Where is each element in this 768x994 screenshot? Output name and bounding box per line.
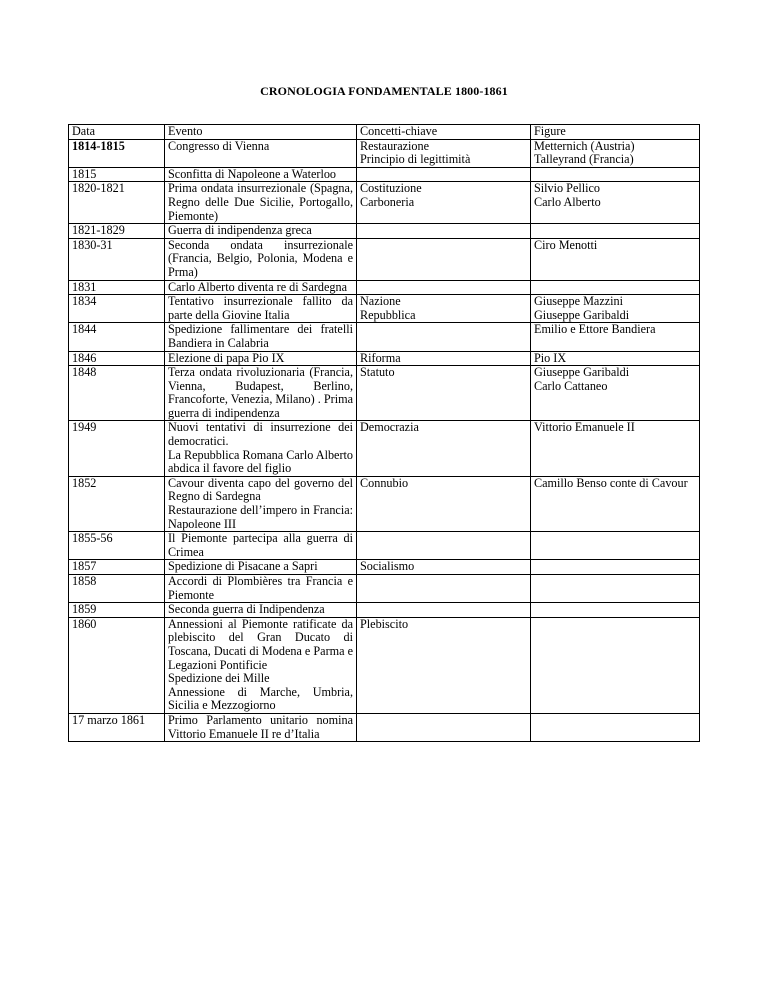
table-row [69,532,700,560]
table-row [69,713,700,741]
table-row [69,366,700,421]
table-row [69,182,700,224]
concept-item: Restaurazione [360,138,430,153]
row-event [165,476,357,531]
row-figures [531,238,700,280]
concept-item: Statuto [360,365,395,380]
table-row [69,421,700,476]
event-line: Annessione di Marche, Umbria, Sicilia e Mezzogiorno [168,684,353,713]
row-concepts [357,295,531,323]
row-date: 1846 [69,351,165,366]
row-date: 1858 [69,575,165,603]
row-figures [531,366,700,421]
table-row [69,238,700,280]
row-date: 1814-1815 [69,139,165,167]
table-row [69,323,700,351]
table-row [69,139,700,167]
figure-item: Giuseppe Garibaldi [534,307,630,322]
row-event [165,560,357,575]
event-line: La Repubblica Romana Carlo Alberto abdica il favore del figlio [168,447,353,476]
table-row [69,617,700,713]
table-row [69,603,700,618]
event-line: Congresso di Vienna [168,138,270,153]
table-header-row [69,125,700,140]
event-line: Guerra di indipendenza greca [168,223,312,238]
row-event [165,351,357,366]
figure-item: Giuseppe Mazzini [534,294,624,309]
concept-item: Costituzione [360,181,422,196]
figure-item: Vittorio Emanuele II [534,420,635,435]
row-date: 1860 [69,617,165,713]
concept-item: Principio di legittimità [360,152,471,167]
row-concepts [357,351,531,366]
row-date: 1859 [69,603,165,618]
row-date: 1831 [69,280,165,295]
event-line: Cavour diventa capo del governo del Regno di Sardegna [168,475,353,504]
header-event: Evento [165,125,357,140]
concept-item: Democrazia [360,420,419,435]
row-date: 1855-56 [69,532,165,560]
row-event [165,167,357,182]
event-line: Sconfitta di Napoleone a Waterloo [168,166,337,181]
figure-item: Carlo Alberto [534,194,601,209]
row-date: 1852 [69,476,165,531]
header-date: Data [69,125,165,140]
concept-item: Socialismo [360,559,415,574]
event-line: Il Piemonte partecipa alla guerra di Crimea [168,531,353,559]
figure-item: Camillo Benso conte di Cavour [534,475,688,490]
concept-item: Repubblica [360,307,416,322]
figure-item: Metternich (Austria) [534,138,635,153]
event-line: Tentativo insurrezionale fallito da parte della Giovine Italia [168,294,353,322]
row-date: 1820-1821 [69,182,165,224]
row-event [165,295,357,323]
table-row [69,476,700,531]
chronology-table [68,124,700,742]
row-event [165,323,357,351]
event-line: Elezione di papa Pio IX [168,350,285,365]
row-event [165,280,357,295]
row-concepts [357,476,531,531]
event-line: Accordi di Plombières tra Francia e Piemonte [168,574,353,602]
row-event [165,603,357,618]
row-concepts [357,139,531,167]
row-date: 1834 [69,295,165,323]
row-concepts [357,167,531,182]
row-figures [531,421,700,476]
table-row [69,224,700,239]
event-line: Spedizione di Pisacane a Sapri [168,559,318,574]
page-title: CRONOLOGIA FONDAMENTALE 1800-1861 [260,84,508,98]
row-concepts [357,421,531,476]
row-date: 1844 [69,323,165,351]
row-date: 1830-31 [69,238,165,280]
row-figures [531,295,700,323]
concept-item: Carboneria [360,194,415,209]
row-concepts [357,366,531,421]
event-line: Primo Parlamento unitario nomina Vittorio Emanuele II re d’Italia [168,712,353,741]
row-event [165,575,357,603]
figure-item: Emilio e Ettore Bandiera [534,322,656,337]
row-figures [531,182,700,224]
table-row [69,295,700,323]
event-line: Seconda ondata insurrezionale (Francia, Belgio, Polonia, Modena e Prma) [168,237,353,279]
row-figures [531,224,700,239]
event-line: Annessioni al Piemonte ratificate da plebiscito del Gran Ducato di Toscana, Ducati di Modena e Parma e Legazioni Pontificie [168,616,353,672]
row-date: 1848 [69,366,165,421]
row-figures [531,713,700,741]
event-line: Carlo Alberto diventa re di Sardegna [168,279,348,294]
row-event [165,532,357,560]
header-figures: Figure [531,125,700,140]
concept-item: Connubio [360,475,409,490]
row-date: 1815 [69,167,165,182]
row-date: 1821-1829 [69,224,165,239]
row-date: 1857 [69,560,165,575]
event-line: Seconda guerra di Indipendenza [168,602,325,617]
event-line: Prima ondata insurrezionale (Spagna, Regno delle Due Sicilie, Portogallo, Piemonte) [168,181,353,223]
event-line: Restaurazione dell’impero in Francia: Napoleone III [168,503,353,531]
row-concepts [357,560,531,575]
row-concepts [357,238,531,280]
header-concepts: Concetti-chiave [357,125,531,140]
row-event [165,182,357,224]
row-concepts [357,603,531,618]
row-figures [531,603,700,618]
concept-item: Nazione [360,294,401,309]
table-row [69,575,700,603]
row-concepts [357,575,531,603]
event-line: Terza ondata rivoluzionaria (Francia, Vienna, Budapest, Berlino, Francoforte, Venezia, Milano) . Prima guerra di indipendenza [168,365,353,420]
row-event [165,224,357,239]
table-row [69,167,700,182]
table-row [69,560,700,575]
row-event [165,366,357,421]
row-concepts [357,323,531,351]
figure-item: Pio IX [534,350,567,365]
row-figures [531,575,700,603]
row-figures [531,351,700,366]
row-concepts [357,182,531,224]
row-figures [531,560,700,575]
row-event [165,238,357,280]
figure-item: Talleyrand (Francia) [534,152,634,167]
row-figures [531,617,700,713]
event-line: Spedizione fallimentare dei fratelli Bandiera in Calabria [168,322,353,350]
figure-item: Giuseppe Garibaldi [534,365,630,380]
row-event [165,617,357,713]
figure-item: Ciro Menotti [534,237,598,252]
row-concepts [357,713,531,741]
row-concepts [357,532,531,560]
event-line: Nuovi tentativi di insurrezione dei democratici. [168,420,353,449]
figure-item: Carlo Cattaneo [534,378,608,393]
row-event [165,713,357,741]
row-concepts [357,280,531,295]
row-figures [531,532,700,560]
concept-item: Plebiscito [360,616,409,631]
row-figures [531,167,700,182]
row-figures [531,139,700,167]
row-event [165,139,357,167]
figure-item: Silvio Pellico [534,181,601,196]
table-row [69,280,700,295]
event-line: Spedizione dei Mille [168,671,270,686]
row-date: 17 marzo 1861 [69,713,165,741]
row-event [165,421,357,476]
row-concepts [357,617,531,713]
row-figures [531,280,700,295]
concept-item: Riforma [360,350,401,365]
table-row [69,351,700,366]
row-concepts [357,224,531,239]
row-date: 1949 [69,421,165,476]
row-figures [531,323,700,351]
row-figures [531,476,700,531]
